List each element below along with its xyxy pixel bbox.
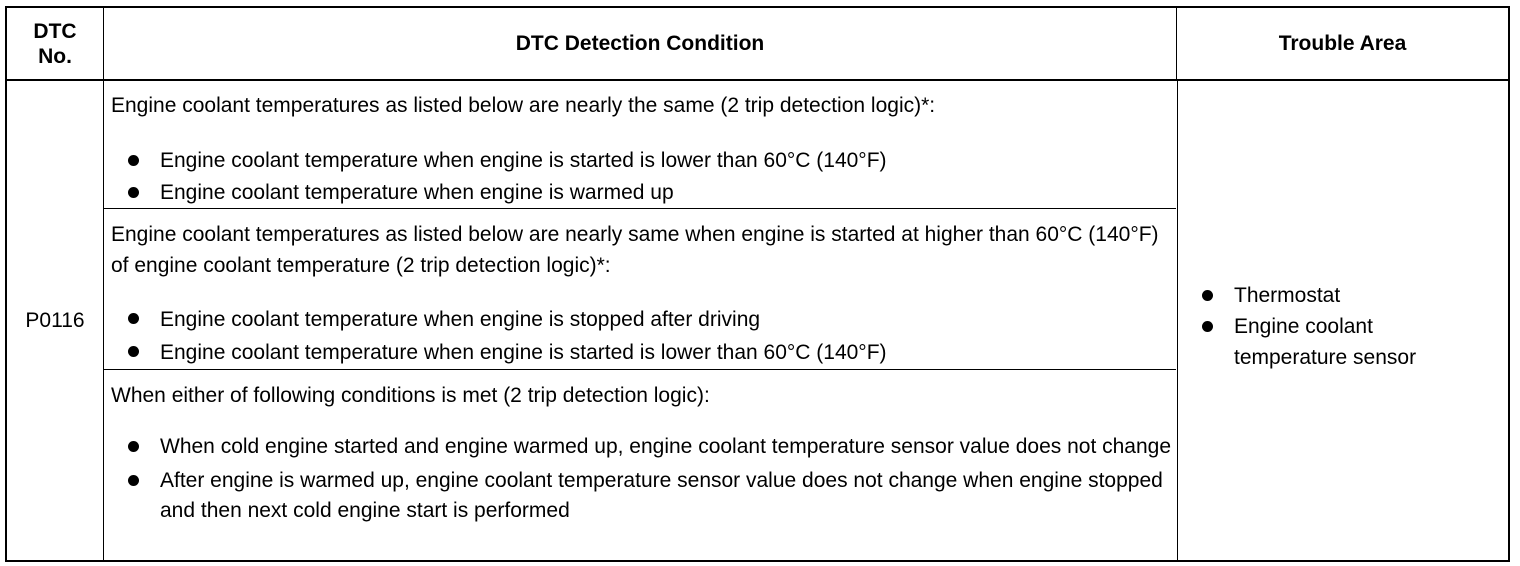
condition-bullet: [126, 466, 1176, 526]
trouble-area-text: Thermostat: [1234, 284, 1341, 307]
dtc-code-cell: [7, 81, 104, 560]
condition-bullet-text: Engine coolant temperature when engine is stopped after driving: [160, 308, 761, 331]
bullet-dot-icon: [1202, 290, 1213, 301]
condition-block-1: [104, 81, 1176, 209]
condition-bullet: [126, 432, 1176, 462]
condition-bullet-list: [126, 145, 1176, 209]
condition-block-2: [104, 210, 1176, 370]
condition-block-3: [104, 371, 1176, 560]
trouble-area-cell: [1177, 81, 1508, 560]
bullet-dot-icon: [128, 313, 139, 324]
trouble-area-text: Engine coolant temperature sensor: [1234, 315, 1417, 369]
header-detection-condition: [104, 8, 1177, 81]
trouble-area-list: [1200, 280, 1464, 373]
condition-bullet: [126, 336, 1176, 369]
condition-bullet-list: [126, 432, 1176, 526]
bullet-dot-icon: [128, 441, 139, 452]
condition-bullet-text: Engine coolant temperature when engine is warmed up: [160, 181, 674, 204]
trouble-area-item: [1200, 311, 1464, 373]
condition-intro: When either of following conditions is met (2 trip detection logic):: [111, 384, 710, 407]
condition-bullet: [126, 145, 1176, 177]
header-detection-condition-label: DTC Detection Condition: [515, 32, 765, 55]
bullet-dot-icon: [128, 155, 139, 166]
bullet-dot-icon: [1202, 321, 1213, 332]
bullet-dot-icon: [128, 346, 139, 357]
header-dtc-no-label: DTC No.: [33, 19, 77, 68]
dtc-table: [5, 6, 1510, 562]
condition-bullet-list: [126, 303, 1176, 369]
condition-bullet-text: Engine coolant temperature when engine is started is lower than 60°C (140°F): [160, 149, 887, 172]
header-trouble-area-label: Trouble Area: [1278, 32, 1407, 55]
dtc-code: P0116: [25, 308, 85, 332]
condition-bullet-text: When cold engine started and engine warmed up, engine coolant temperature sensor value does not change: [160, 435, 1172, 458]
bullet-dot-icon: [128, 187, 139, 198]
condition-intro: Engine coolant temperatures as listed below are nearly same when engine is started at higher than 60°C (140°F) of engine coolant temperature (2 trip detection logic)*:: [111, 223, 1159, 277]
trouble-area-item: [1200, 280, 1464, 311]
header-dtc-no: [7, 8, 104, 81]
header-trouble-area: [1177, 8, 1508, 81]
condition-bullet: [126, 177, 1176, 209]
condition-intro: Engine coolant temperatures as listed below are nearly the same (2 trip detection logic)*:: [111, 94, 936, 117]
bullet-dot-icon: [128, 475, 139, 486]
condition-bullet-text: Engine coolant temperature when engine is started is lower than 60°C (140°F): [160, 341, 887, 364]
condition-bullet: [126, 303, 1176, 336]
condition-bullet-text: After engine is warmed up, engine coolant temperature sensor value does not change when engine stopped and then next cold engine start is performed: [160, 469, 1163, 522]
